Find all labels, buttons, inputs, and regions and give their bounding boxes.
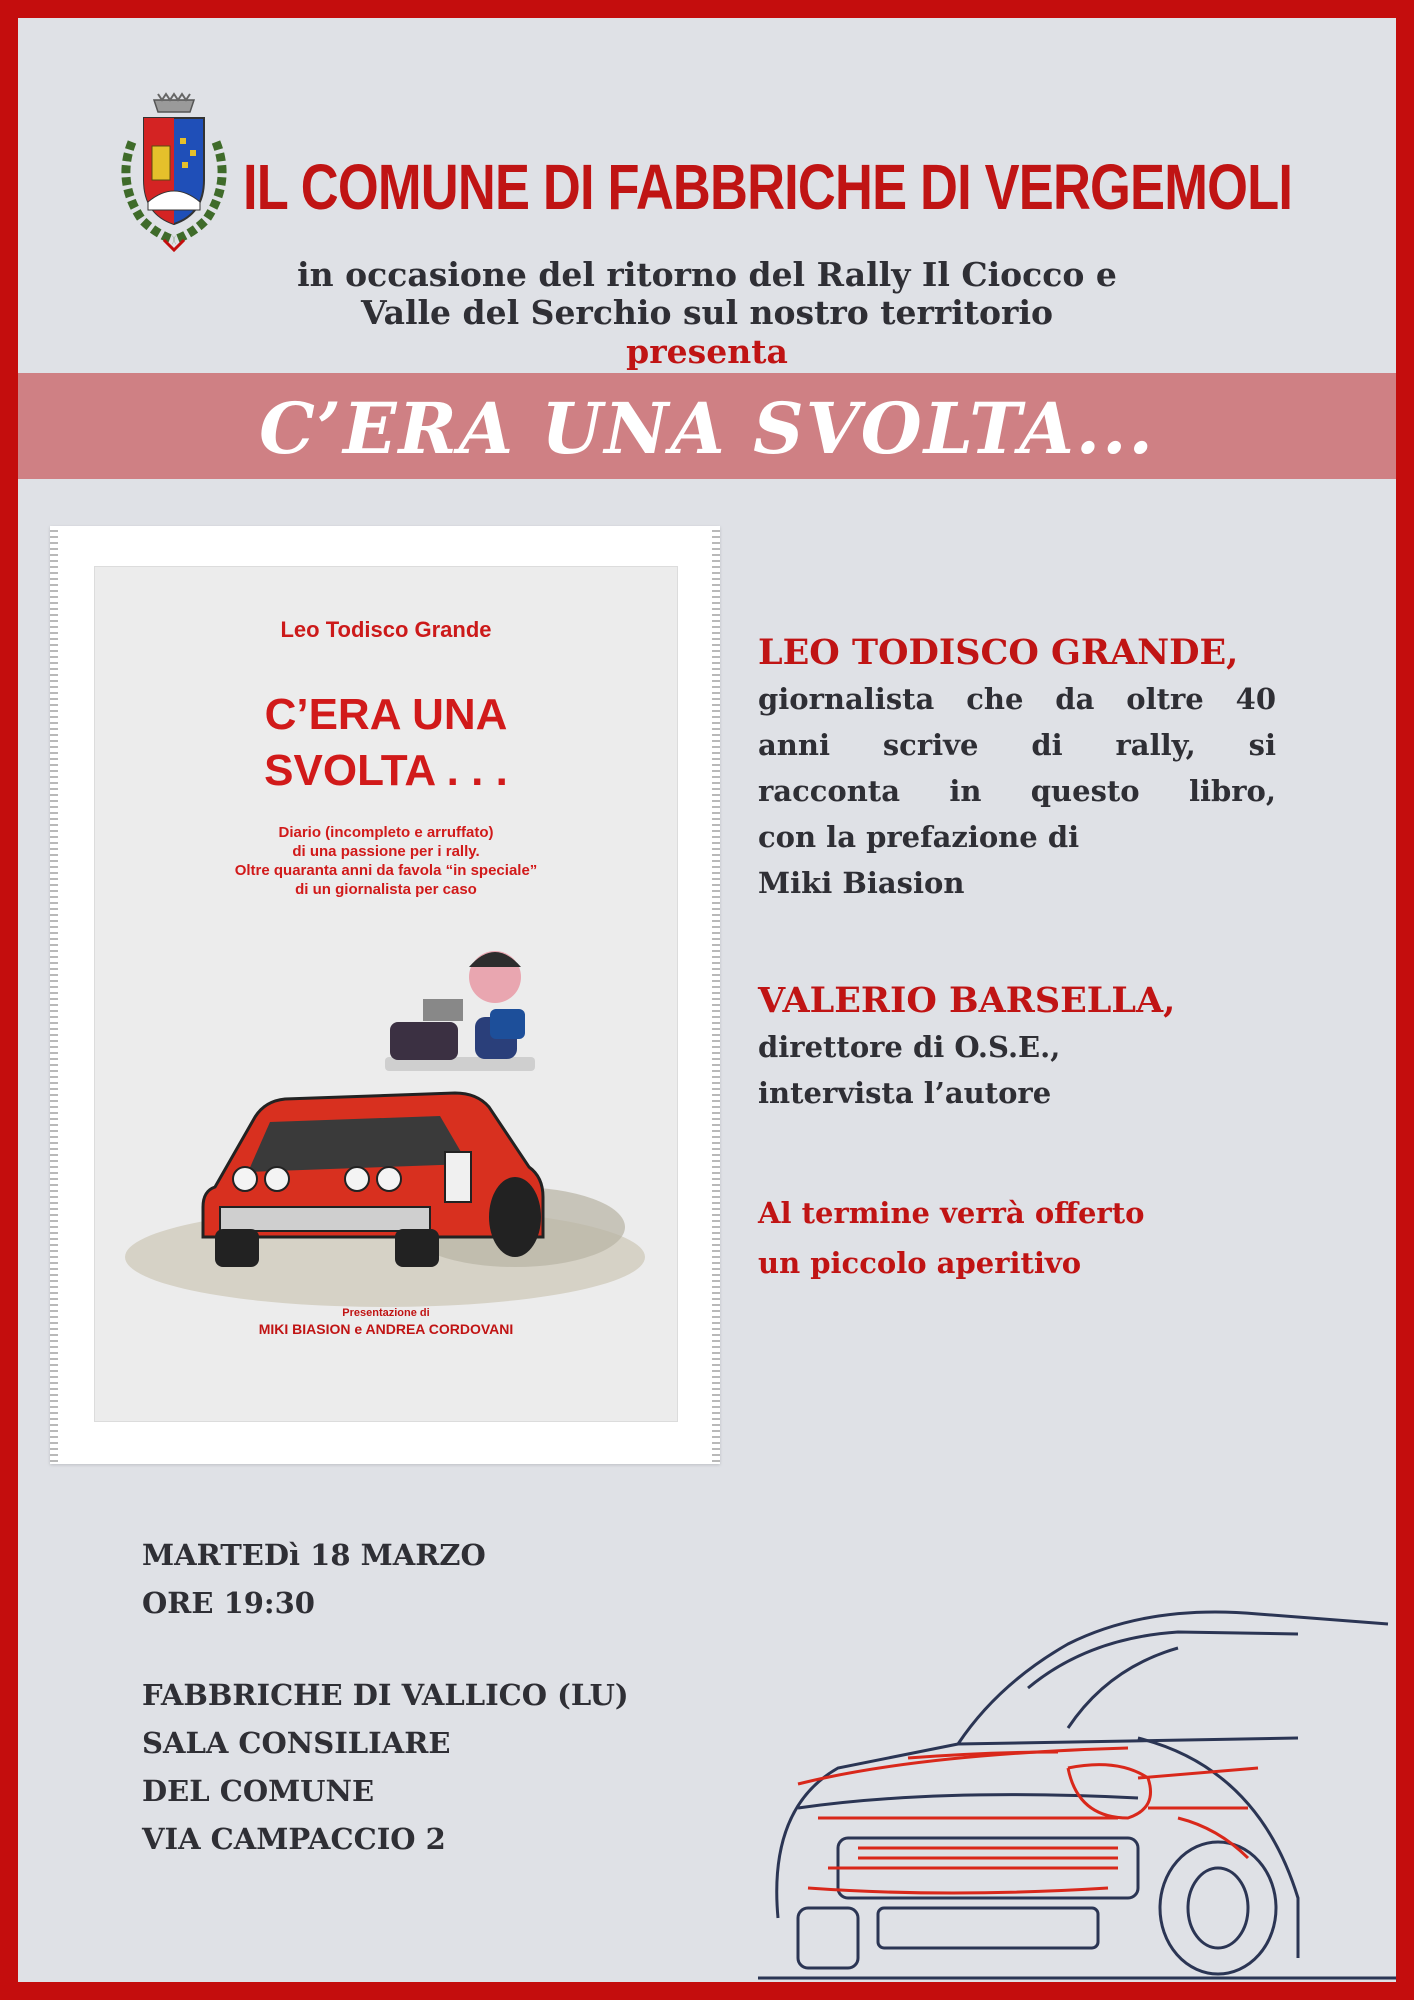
aperitivo-line: un piccolo aperitivo bbox=[758, 1246, 1082, 1280]
book-subtitle-line: Oltre quaranta anni da favola “in speciale” bbox=[234, 862, 538, 879]
car-sketch-icon bbox=[758, 1578, 1396, 1982]
interviewer-name: VALERIO BARSELLA, bbox=[758, 980, 1176, 1021]
aperitivo-line: Al termine verrà offerto bbox=[758, 1196, 1145, 1230]
author-block bbox=[758, 630, 1276, 906]
book-cover bbox=[94, 566, 678, 1422]
author-desc-line: anni scrive di rally, si bbox=[758, 728, 1276, 762]
event-venue-line: DEL COMUNE bbox=[142, 1774, 375, 1808]
aperitivo-note bbox=[758, 1188, 1276, 1288]
event-address: VIA CAMPACCIO 2 bbox=[142, 1822, 446, 1856]
interviewer-desc-line: direttore di O.S.E., bbox=[758, 1030, 1061, 1064]
author-name: LEO TODISCO GRANDE, bbox=[758, 632, 1239, 673]
book-subtitle-line: di una passione per i rally. bbox=[292, 843, 480, 860]
event-date: MARTEDì 18 MARZO bbox=[142, 1538, 486, 1572]
coat-of-arms-icon bbox=[114, 90, 234, 260]
book-title-line: C’ERA UNA bbox=[264, 690, 508, 739]
book-subtitle-line: Diario (incompleto e arruffato) bbox=[278, 824, 494, 841]
event-time: ORE 19:30 bbox=[142, 1586, 315, 1620]
preface-names: MIKI BIASION e ANDREA CORDOVANI bbox=[258, 1321, 514, 1337]
page-title: IL COMUNE DI FABBRICHE DI VERGEMOLI bbox=[243, 151, 1293, 223]
book-title-line: SVOLTA . . . bbox=[264, 746, 508, 795]
book-subtitle bbox=[95, 823, 677, 899]
presenta-label: presenta bbox=[626, 332, 788, 371]
intro-line: in occasione del ritorno del Rally Il Ciocco e bbox=[297, 255, 1117, 294]
event-town: FABBRICHE DI VALLICO (LU) bbox=[142, 1678, 629, 1712]
intro-line: Valle del Serchio sul nostro territorio bbox=[361, 293, 1053, 332]
interviewer-desc-line: intervista l’autore bbox=[758, 1076, 1052, 1110]
book-preface bbox=[95, 1307, 677, 1337]
author-desc-line: Miki Biasion bbox=[758, 866, 965, 900]
book-author: Leo Todisco Grande bbox=[280, 617, 492, 642]
author-desc-line: racconta in questo libro, bbox=[758, 774, 1276, 808]
event-venue-line: SALA CONSILIARE bbox=[142, 1726, 451, 1760]
author-desc-line: giornalista che da oltre 40 bbox=[758, 682, 1276, 716]
book-title bbox=[95, 687, 677, 799]
interviewer-block bbox=[758, 978, 1276, 1116]
book-subtitle-line: di un giornalista per caso bbox=[295, 881, 477, 898]
frame-edge bbox=[712, 526, 720, 1464]
author-desc-line: con la prefazione di bbox=[758, 820, 1080, 854]
preface-label: Presentazione di bbox=[342, 1307, 430, 1319]
frame-edge bbox=[50, 526, 58, 1464]
poster bbox=[18, 18, 1396, 1982]
banner-title: C’ERA UNA SVOLTA... bbox=[259, 387, 1155, 470]
title-banner bbox=[18, 373, 1396, 479]
